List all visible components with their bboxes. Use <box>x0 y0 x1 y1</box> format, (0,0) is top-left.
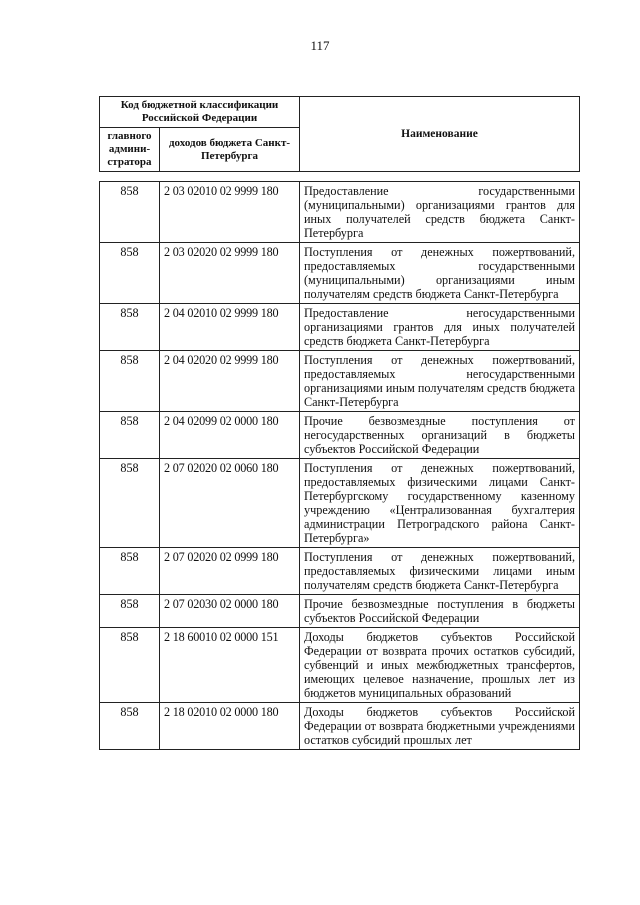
income-code-cell: 2 07 02020 02 0060 180 <box>160 459 300 548</box>
admin-code-cell: 858 <box>100 304 160 351</box>
admin-code-cell: 858 <box>100 459 160 548</box>
name-cell: Предоставление негосударственными организациями грантов для иных получателей средств бюджета Санкт-Петербурга <box>300 304 580 351</box>
income-code-cell: 2 04 02020 02 9999 180 <box>160 351 300 412</box>
page-number: 117 <box>310 38 330 53</box>
income-code-cell: 2 18 02010 02 0000 180 <box>160 703 300 750</box>
table-row <box>100 459 580 548</box>
income-column-header: доходов бюджета Санкт-Петербурга <box>160 128 300 172</box>
income-code-cell: 2 03 02010 02 9999 180 <box>160 182 300 243</box>
income-code-cell: 2 04 02099 02 0000 180 <box>160 412 300 459</box>
data-table <box>99 181 580 750</box>
table-row <box>100 182 580 243</box>
name-cell: Поступления от денежных пожертвований, предоставляемых физическими лицами Санкт-Петербургскому государственному казенному учреждению «Централизованная бухгалтерия администрации Петроградского района Санкт-Петербурга» <box>300 459 580 548</box>
name-cell: Поступления от денежных пожертвований, предоставляемых негосударственными организациями иным получателям средств бюджета Санкт-Петербурга <box>300 351 580 412</box>
table-row <box>100 548 580 595</box>
admin-code-cell: 858 <box>100 595 160 628</box>
income-code-cell: 2 07 02020 02 0999 180 <box>160 548 300 595</box>
table-row <box>100 243 580 304</box>
admin-code-cell: 858 <box>100 351 160 412</box>
name-cell: Прочие безвозмездные поступления от негосударственных организаций в бюджеты субъектов Российской Федерации <box>300 412 580 459</box>
name-cell: Доходы бюджетов субъектов Российской Федерации от возврата прочих остатков субсидий, субвенций и иных межбюджетных трансфертов, имеющих целевое назначение, прошлых лет из бюджетов муниципальных образований <box>300 628 580 703</box>
admin-code-cell: 858 <box>100 703 160 750</box>
admin-code-cell: 858 <box>100 243 160 304</box>
name-cell: Поступления от денежных пожертвований, предоставляемых физическими лицами иным получателям средств бюджета Санкт-Петербурга <box>300 548 580 595</box>
income-code-cell: 2 07 02030 02 0000 180 <box>160 595 300 628</box>
table-row <box>100 351 580 412</box>
name-column-header: Наименование <box>300 97 580 172</box>
income-code-cell: 2 03 02020 02 9999 180 <box>160 243 300 304</box>
table-row <box>100 304 580 351</box>
table-header <box>99 96 580 172</box>
table-row <box>100 703 580 750</box>
name-cell: Предоставление государственными (муниципальными) организациями грантов для иных получателей средств бюджета Санкт-Петербурга <box>300 182 580 243</box>
table-row <box>100 412 580 459</box>
admin-code-cell: 858 <box>100 412 160 459</box>
table-row <box>100 595 580 628</box>
code-group-header: Код бюджетной классификации Российской Федерации <box>100 97 300 128</box>
income-code-cell: 2 18 60010 02 0000 151 <box>160 628 300 703</box>
admin-code-cell: 858 <box>100 628 160 703</box>
name-cell: Доходы бюджетов субъектов Российской Федерации от возврата бюджетными учреждениями остатков субсидий прошлых лет <box>300 703 580 750</box>
income-code-cell: 2 04 02010 02 9999 180 <box>160 304 300 351</box>
table-row <box>100 628 580 703</box>
admin-code-cell: 858 <box>100 548 160 595</box>
name-cell: Поступления от денежных пожертвований, предоставляемых государственными (муниципальными) организациями иным получателям средств бюджета Санкт-Петербурга <box>300 243 580 304</box>
name-cell: Прочие безвозмездные поступления в бюджеты субъектов Российской Федерации <box>300 595 580 628</box>
admin-code-cell: 858 <box>100 182 160 243</box>
admin-column-header: главного админи-стратора <box>100 128 160 172</box>
